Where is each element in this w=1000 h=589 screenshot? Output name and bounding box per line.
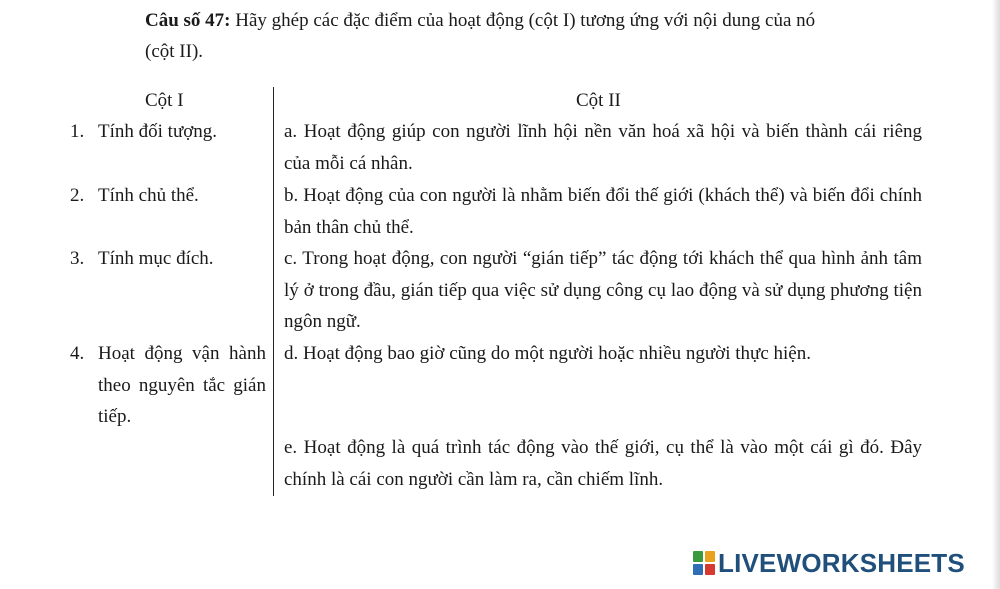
item-label[interactable]: Tính chủ thể.	[98, 185, 199, 206]
column-2-option-d[interactable]: d. Hoạt động bao giờ cũng do một người hoặc nhiều người thực hiện.	[284, 343, 811, 364]
item-number: 1.	[70, 121, 85, 142]
logo-tile	[693, 564, 703, 575]
column-2-option-a[interactable]: a. Hoạt động giúp con người lĩnh hội nền văn hoá xã hội và biến thành cái riêng của mỗi cá nhân.	[284, 121, 922, 174]
logo-text: LIVEWORKSHEETS	[718, 548, 965, 578]
item-label[interactable]: Tính mục đích.	[98, 248, 214, 269]
item-number: 4.	[70, 343, 85, 364]
column-2-header: Cột II	[576, 90, 621, 111]
question-text: Hãy ghép các đặc điểm của hoạt động (cột I) tương ứng với nội dung của nó (cột II).	[145, 10, 816, 62]
column-1-header: Cột I	[145, 90, 184, 111]
item-label[interactable]: Tính đối tượng.	[98, 121, 218, 142]
question-prompt	[145, 5, 845, 67]
item-number: 2.	[70, 185, 85, 206]
column-2-option-e[interactable]: e. Hoạt động là quá trình tác động vào thế giới, cụ thể là vào một cái gì đó. Đây chính là cái con người cần làm ra, cần chiếm lĩnh.	[284, 437, 922, 490]
column-divider	[273, 87, 274, 496]
logo-tile	[693, 551, 703, 562]
page-edge-shadow	[992, 0, 1000, 589]
question-number: Câu số 47:	[145, 10, 231, 31]
liveworksheets-logo	[693, 548, 965, 578]
logo-tile	[705, 564, 715, 575]
logo-mark-icon	[693, 551, 715, 575]
item-label[interactable]: Hoạt động vận hành theo nguyên tắc gián tiếp.	[98, 343, 266, 428]
logo-tile	[705, 551, 715, 562]
item-number: 3.	[70, 248, 85, 269]
column-2-option-c[interactable]: c. Trong hoạt động, con người “gián tiếp” tác động tới khách thể qua hình ảnh tâm lý ở trong đầu, gián tiếp qua việc sử dụng công cụ lao động và sử dụng phương tiện ngôn ngữ.	[284, 248, 922, 333]
column-2-option-b[interactable]: b. Hoạt động của con người là nhằm biến đổi thế giới (khách thể) và biến đổi chính bản thân chủ thể.	[284, 185, 922, 238]
